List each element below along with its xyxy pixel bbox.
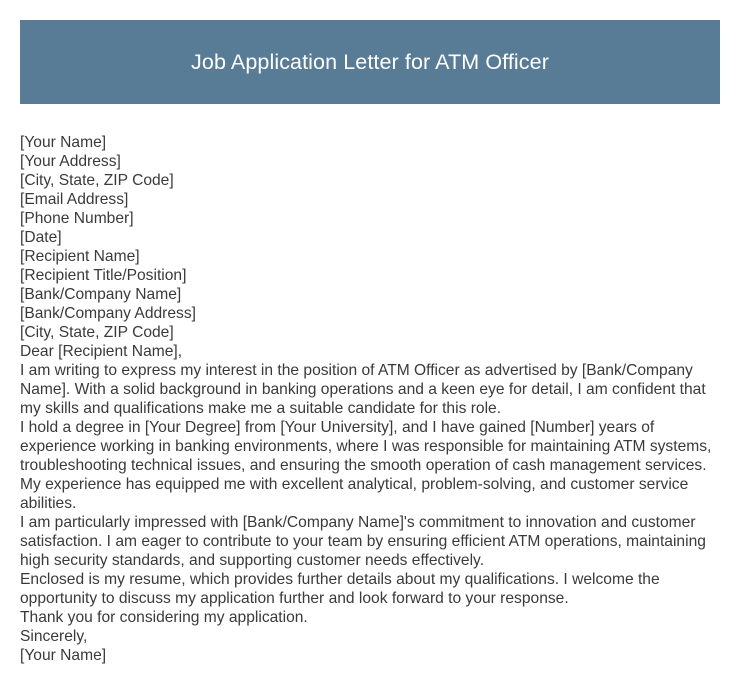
paragraph-intro: I am writing to express my interest in the position of ATM Officer as advertised by [Bank/Company Name]. With a solid background in banking operations and a keen eye for detail, I am confident that my skills and qualifications make me a suitable candidate for this role.: [20, 362, 706, 417]
sender-email: [Email Address]: [20, 191, 129, 208]
letter-body: [20, 133, 725, 665]
paragraph-experience: I hold a degree in [Your Degree] from [Your University], and I have gained [Number] years of experience working in banking environments, where I was responsible for maintaining ATM systems, troubleshooting technical issues, and ensuring the smooth operation of cash management services. My experience has equipped me with excellent analytical, problem-solving, and customer service abilities.: [20, 419, 712, 512]
paragraph-closing: Enclosed is my resume, which provides further details about my qualifications. I welcome the opportunity to discuss my application further and look forward to your response.: [20, 571, 660, 607]
recipient-title: [Recipient Title/Position]: [20, 267, 187, 284]
recipient-city-state-zip: [City, State, ZIP Code]: [20, 324, 174, 341]
sender-city-state-zip: [City, State, ZIP Code]: [20, 172, 174, 189]
title-banner: [20, 20, 720, 104]
signature-name: [Your Name]: [20, 647, 107, 664]
recipient-name: [Recipient Name]: [20, 248, 140, 265]
sender-phone: [Phone Number]: [20, 210, 134, 227]
letter-date: [Date]: [20, 229, 62, 246]
sender-address: [Your Address]: [20, 153, 121, 170]
thank-you-line: Thank you for considering my application.: [20, 609, 308, 626]
recipient-company: [Bank/Company Name]: [20, 286, 182, 303]
sign-off: Sincerely,: [20, 628, 88, 645]
recipient-company-address: [Bank/Company Address]: [20, 305, 196, 322]
page-title: Job Application Letter for ATM Officer: [191, 49, 549, 74]
paragraph-motivation: I am particularly impressed with [Bank/Company Name]'s commitment to innovation and customer satisfaction. I am eager to contribute to your team by ensuring efficient ATM operations, maintaining high security standards, and supporting customer needs effectively.: [20, 514, 706, 569]
salutation: Dear [Recipient Name],: [20, 343, 183, 360]
sender-name: [Your Name]: [20, 134, 107, 151]
